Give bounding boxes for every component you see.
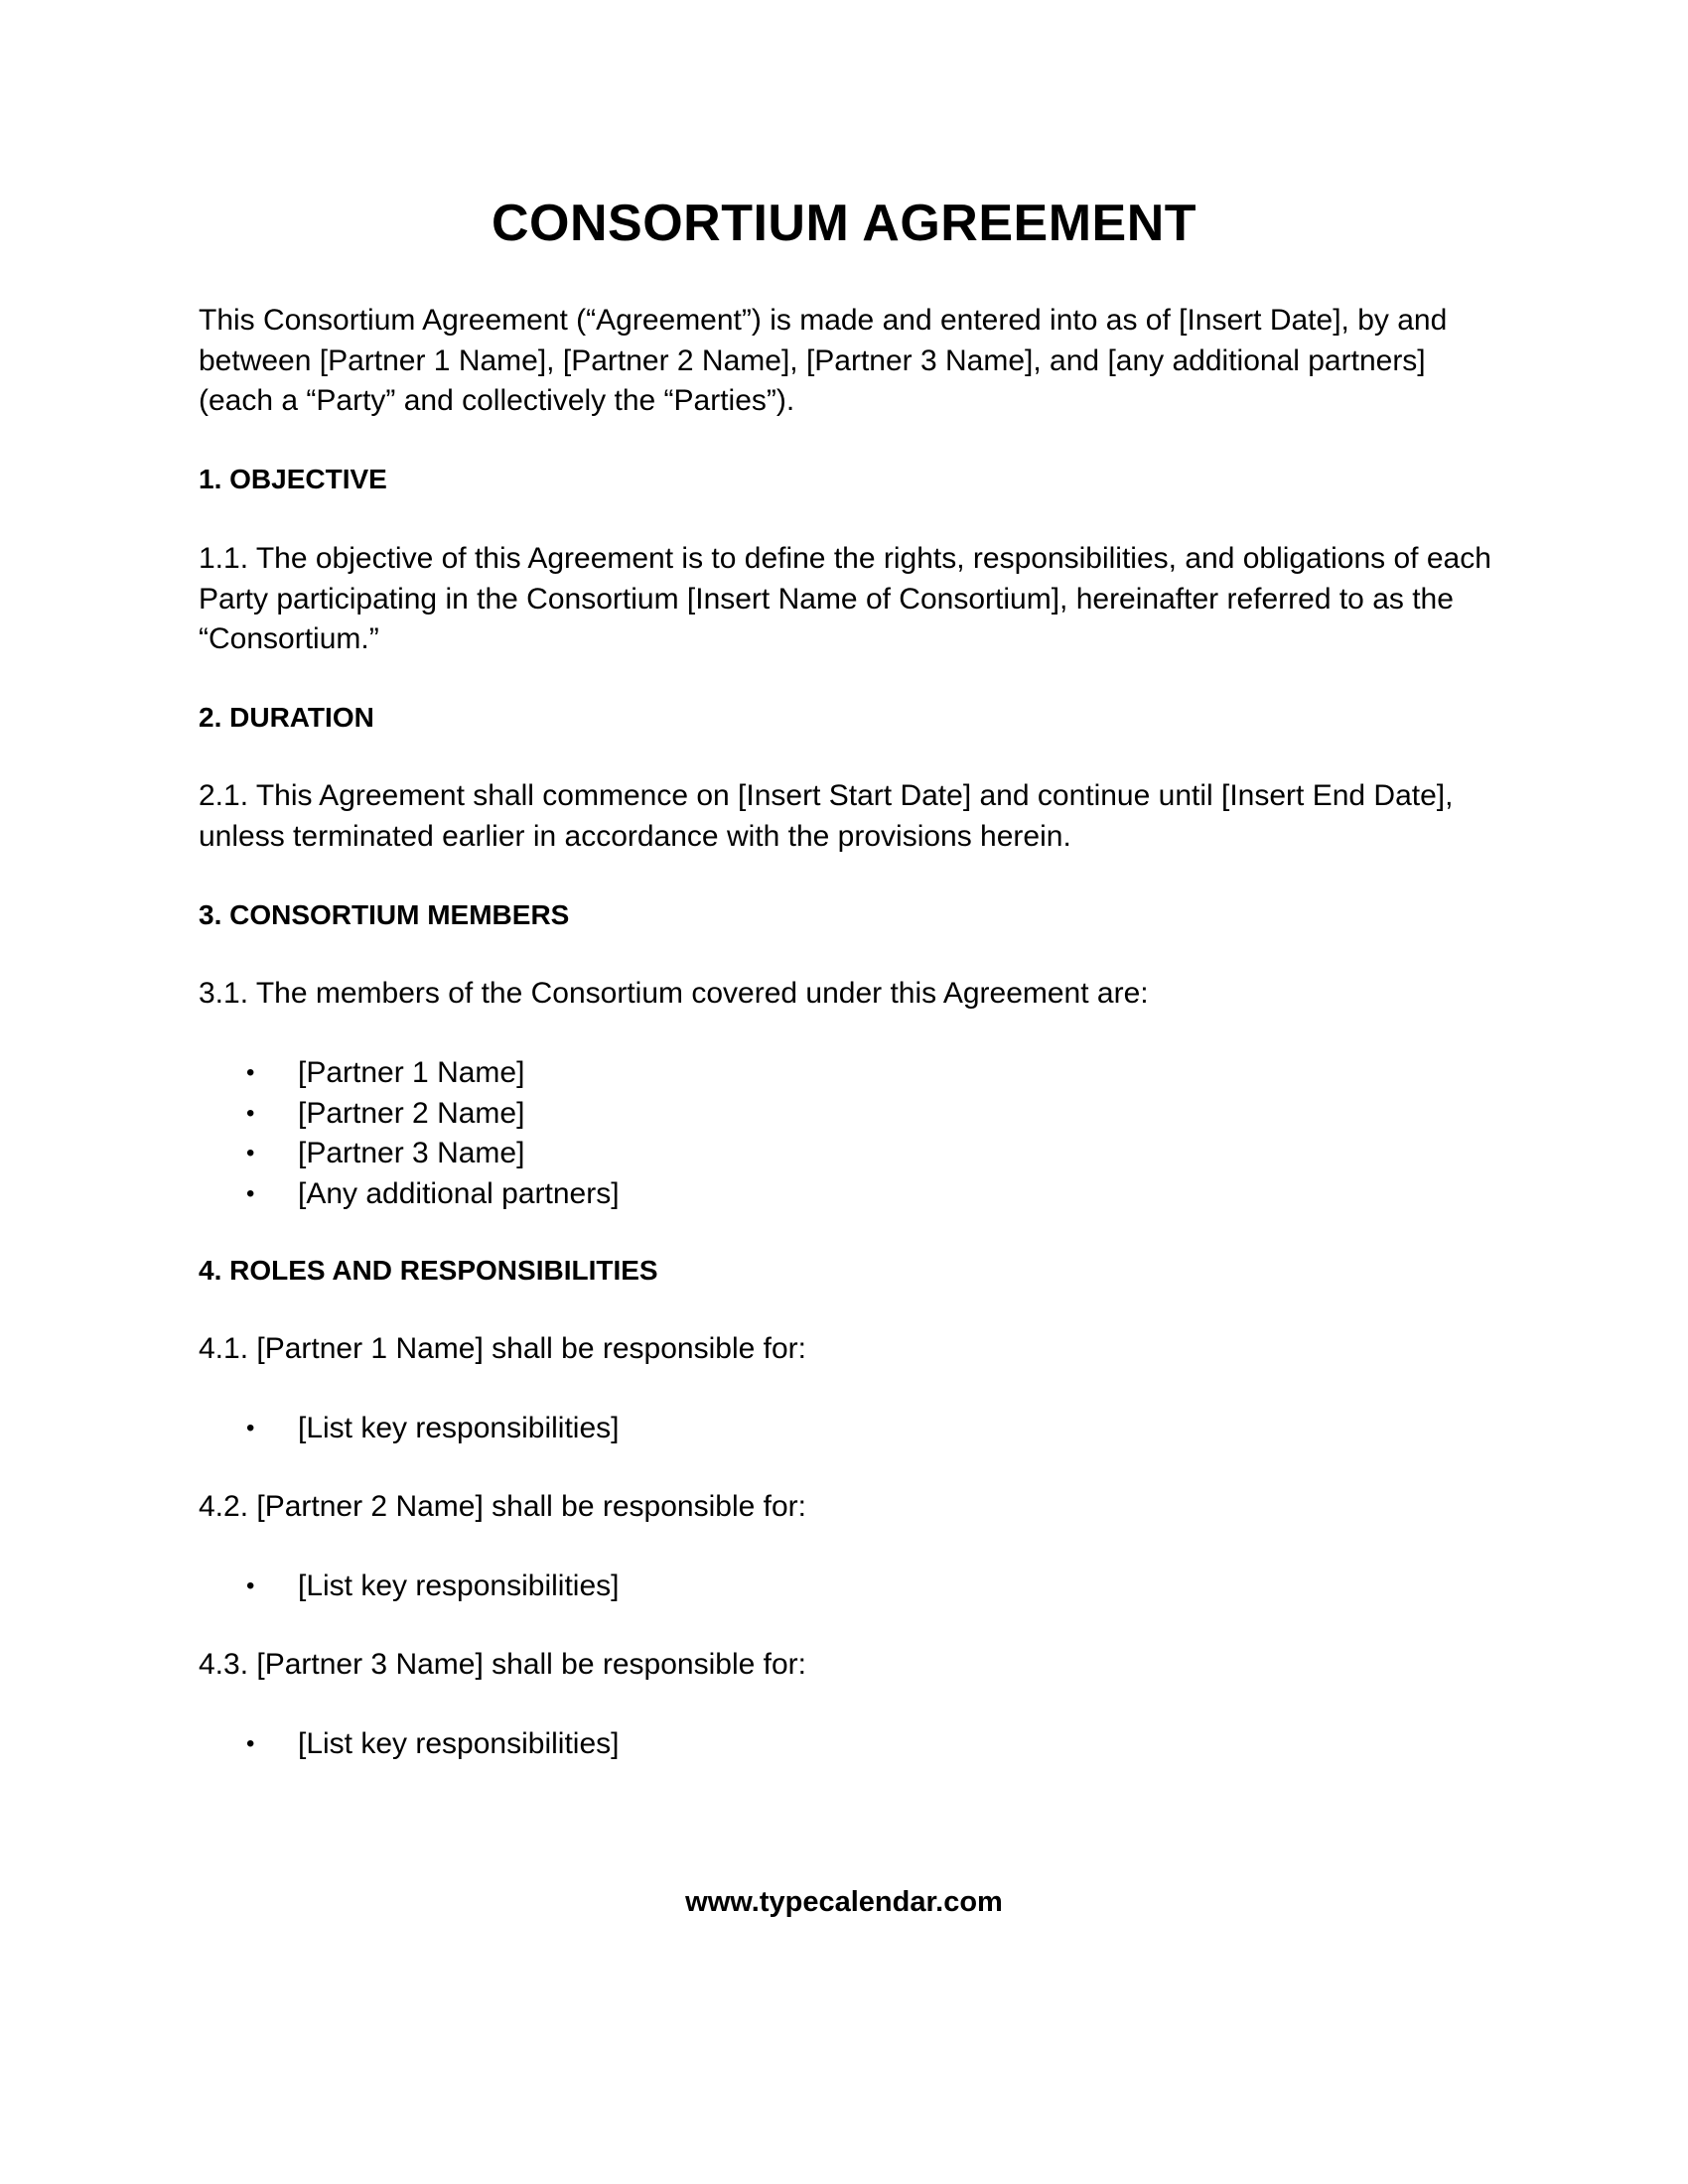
list-item [199, 1134, 620, 1174]
responsibilities-list-1 [199, 1409, 619, 1449]
bullet-icon: • [246, 1099, 255, 1127]
clause-4-2: 4.2. [Partner 2 Name] shall be responsible for: [199, 1490, 806, 1523]
list-item-text: [Partner 3 Name] [298, 1137, 525, 1169]
document-title: CONSORTIUM AGREEMENT [491, 195, 1197, 252]
section-heading-duration: 2. DURATION [199, 702, 374, 733]
clause-1-1: 1.1. The objective of this Agreement is to define the rights, responsibilities, and obligations of each Party participating in the Consortium [Insert Name of Consortium], hereinafter referred to as the “Consortium.” [199, 542, 1491, 655]
list-item-text: [List key responsibilities] [298, 1412, 620, 1444]
bullet-icon: • [246, 1415, 255, 1441]
list-item [199, 1094, 620, 1135]
list-item [199, 1567, 619, 1607]
list-item-text: [Partner 1 Name] [298, 1056, 525, 1089]
clause-4-1: 4.1. [Partner 1 Name] shall be responsible for: [199, 1332, 806, 1365]
list-item-text: [Partner 2 Name] [298, 1096, 525, 1130]
list-item [199, 1409, 619, 1449]
bullet-icon: • [246, 1730, 255, 1757]
list-item-text: [List key responsibilities] [298, 1727, 620, 1760]
section-heading-members: 3. CONSORTIUM MEMBERS [199, 899, 570, 930]
responsibilities-list-2 [199, 1567, 619, 1607]
bullet-icon: • [246, 1572, 255, 1599]
section-heading-roles: 4. ROLES AND RESPONSIBILITIES [199, 1255, 658, 1286]
list-item [199, 1724, 619, 1765]
clause-2-1: 2.1. This Agreement shall commence on [Insert Start Date] and continue until [Insert End Date], unless terminated earlier in accordance with the provisions herein. [199, 779, 1454, 853]
bullet-icon: • [246, 1059, 255, 1086]
list-item [199, 1053, 620, 1094]
clause-4-3: 4.3. [Partner 3 Name] shall be responsible for: [199, 1648, 806, 1681]
footer-website: www.typecalendar.com [685, 1886, 1003, 1918]
clause-3-1: 3.1. The members of the Consortium covered under this Agreement are: [199, 977, 1149, 1010]
bullet-icon: • [246, 1179, 255, 1207]
bullet-icon: • [246, 1140, 255, 1166]
responsibilities-list-3 [199, 1724, 619, 1765]
intro-paragraph: This Consortium Agreement (“Agreement”) is made and entered into as of [Insert Date], by and between [Partner 1 Name], [Partner 2 Name], [Partner 3 Name], and [any additional partners] (each a “Party” and collectively the “Parties”). [199, 304, 1448, 417]
section-heading-objective: 1. OBJECTIVE [199, 464, 387, 494]
list-item [199, 1174, 620, 1215]
members-list [199, 1053, 620, 1214]
list-item-text: [List key responsibilities] [298, 1570, 620, 1602]
list-item-text: [Any additional partners] [298, 1176, 620, 1210]
